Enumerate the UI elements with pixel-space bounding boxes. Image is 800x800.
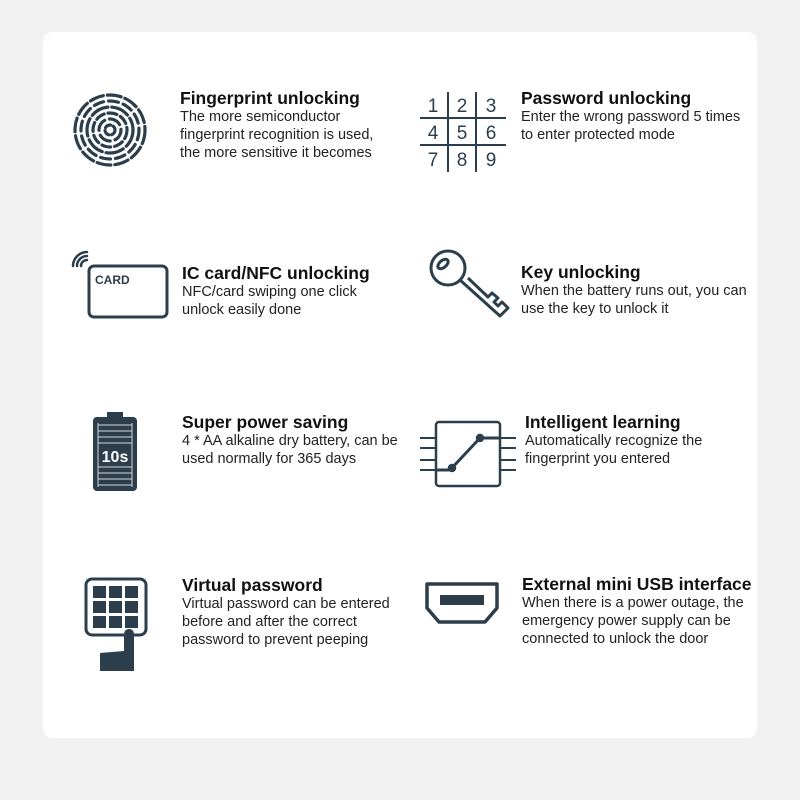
feature-desc: Automatically recognize the fingerprint you entered bbox=[525, 433, 703, 467]
feature-desc: When the battery runs out, you can use the key to unlock it bbox=[521, 283, 747, 317]
feature-title: IC card/NFC unlocking bbox=[182, 263, 370, 283]
key-6: 6 bbox=[485, 123, 497, 144]
keypad-icon bbox=[420, 92, 506, 172]
feature-title: External mini USB interface bbox=[522, 574, 752, 594]
feature-title: Virtual password bbox=[182, 575, 323, 595]
usb-port-icon bbox=[425, 582, 499, 624]
key-9: 9 bbox=[485, 150, 497, 171]
feature-desc: Virtual password can be entered before and after the correct password to prevent peeping bbox=[182, 596, 390, 648]
feature-desc: Enter the wrong password 5 times to enter protected mode bbox=[521, 109, 741, 143]
key-2: 2 bbox=[456, 96, 468, 117]
feature-desc: When there is a power outage, the emergency power supply can be connected to unlock the door bbox=[522, 595, 744, 647]
feature-desc: NFC/card swiping one click unlock easily done bbox=[182, 284, 357, 318]
feature-title: Intelligent learning bbox=[525, 412, 681, 432]
key-4: 4 bbox=[427, 123, 439, 144]
feature-title: Key unlocking bbox=[521, 262, 641, 282]
battery-label: 10s bbox=[101, 449, 129, 466]
feature-title: Password unlocking bbox=[521, 88, 692, 108]
nfc-card-icon bbox=[70, 248, 170, 320]
key-3: 3 bbox=[485, 96, 497, 117]
chip-switch-icon bbox=[418, 420, 518, 490]
key-8: 8 bbox=[456, 150, 468, 171]
feature-desc: 4 * AA alkaline dry battery, can be used normally for 365 days bbox=[182, 433, 398, 467]
feature-desc: The more semiconductor fingerprint recognition is used, the more sensitive it becomes bbox=[180, 109, 374, 161]
fingerprint-icon bbox=[72, 92, 148, 168]
battery-icon bbox=[92, 412, 138, 492]
key-icon bbox=[428, 248, 514, 328]
feature-title: Super power saving bbox=[182, 412, 349, 432]
feature-title: Fingerprint unlocking bbox=[180, 88, 360, 108]
key-7: 7 bbox=[427, 150, 439, 171]
key-5: 5 bbox=[456, 123, 468, 144]
virtual-keypad-icon bbox=[84, 577, 148, 673]
card-label: CARD bbox=[95, 273, 130, 287]
key-1: 1 bbox=[427, 96, 439, 117]
